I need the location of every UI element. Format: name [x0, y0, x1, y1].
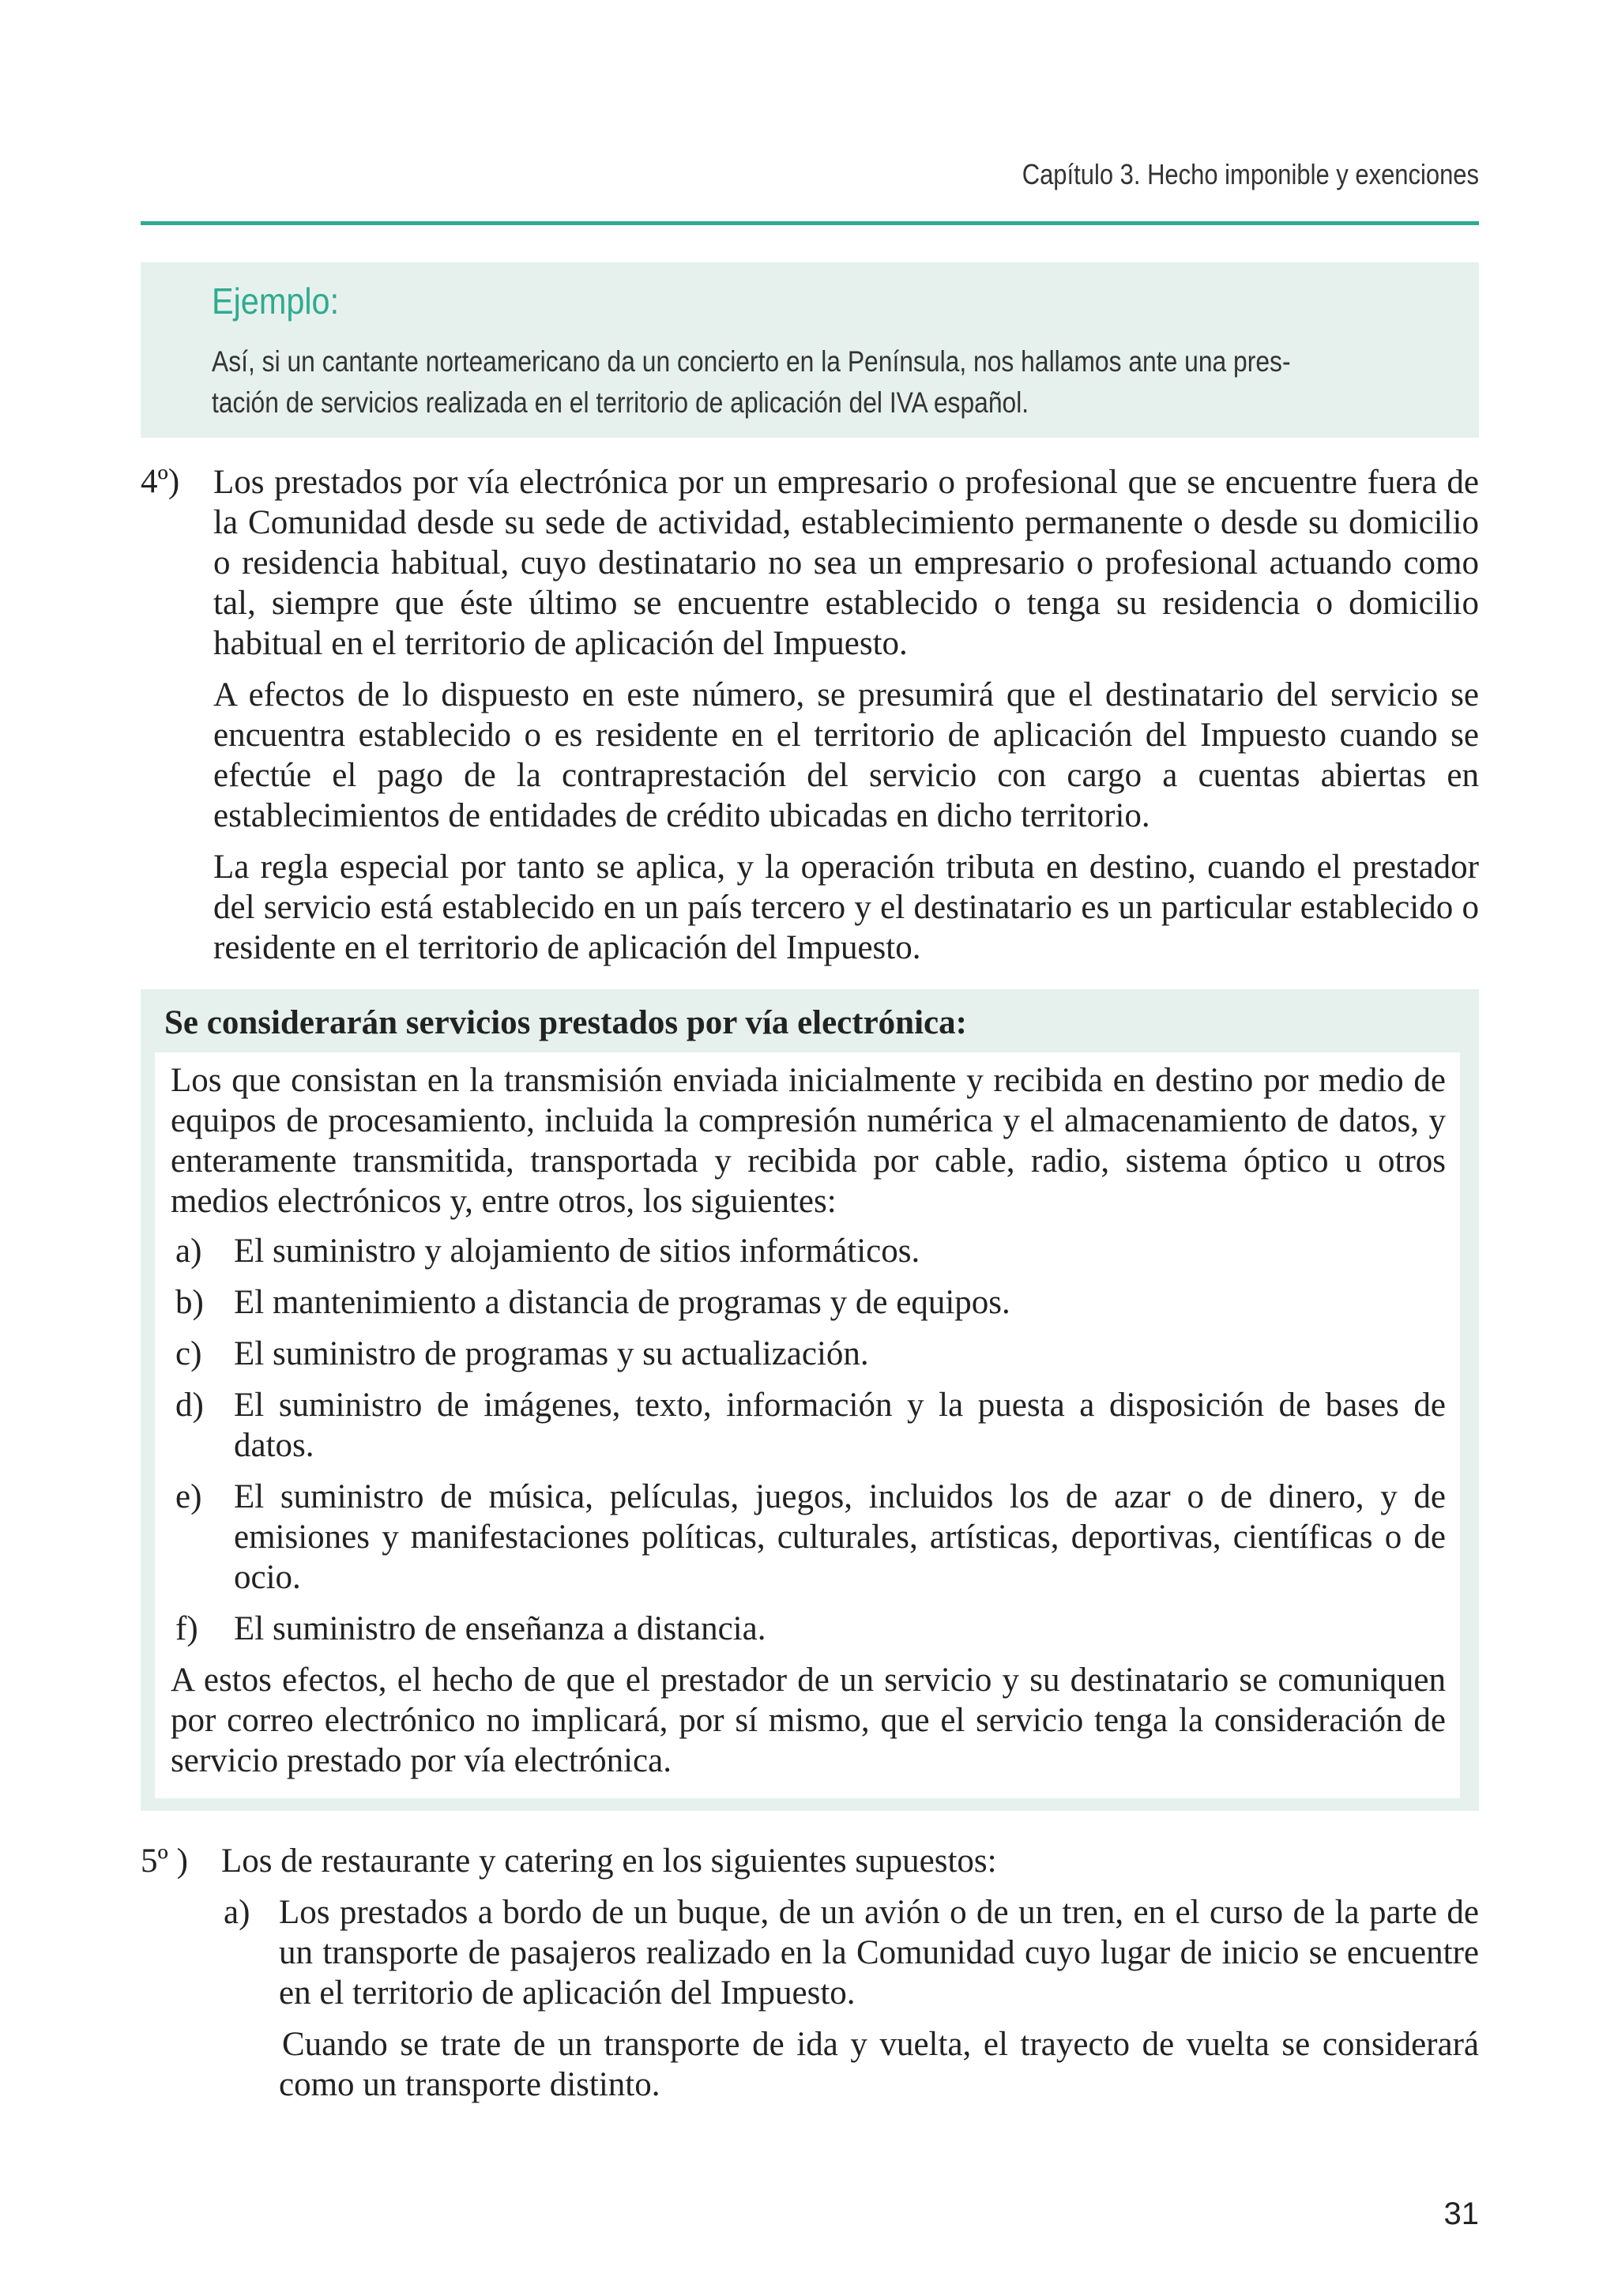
list-text: El mantenimiento a distancia de programas y de equipos. — [234, 1284, 1010, 1321]
example-box — [141, 262, 1479, 438]
list-item — [171, 1385, 1446, 1466]
list-text: El suministro de imágenes, texto, información y la puesta a disposición de bases de datos. — [234, 1387, 1446, 1464]
list-item — [171, 1477, 1446, 1598]
list-item — [171, 1231, 1446, 1271]
item-5-sub-a — [141, 1892, 1479, 2105]
electronic-services-box — [141, 989, 1479, 1811]
item-5-intro: Los de restaurante y catering en los siguientes supuestos: — [221, 1842, 997, 1880]
item-4-paragraph-2: A efectos de lo dispuesto en este número, se presumirá que el destinatario del servicio se encuentra establecido o es residente en el territorio de aplicación del Impuesto cuando se efectúe el pago de la contraprestación del servicio con cargo a cuentas abiertas en establecimientos de entidades de crédito ubicadas en dicho territorio. — [213, 676, 1479, 834]
list-text: El suministro de programas y su actualización. — [234, 1335, 869, 1372]
item-4-paragraph-1: Los prestados por vía electrónica por un empresario o profesional que se encuentre fuera de la Comunidad desde su sede de actividad, establecimiento permanente o desde su domicilio o residencia habitual, cuyo destinatario no sea un empresario o profesional actuando como tal, siempre que éste último se encuentre establecido o tenga su residencia o domicilio habitual en el territorio de aplicación del Impuesto. — [213, 464, 1479, 662]
list-item — [171, 1609, 1446, 1649]
list-marker: d) — [175, 1387, 204, 1424]
list-text: El suministro y alojamiento de sitios informáticos. — [234, 1233, 920, 1270]
chapter-header: Capítulo 3. Hecho imponible y exenciones — [1022, 158, 1479, 190]
box-inner-panel — [155, 1052, 1460, 1798]
page-number: 31 — [1443, 2196, 1479, 2231]
item-5-number: 5º ) — [141, 1842, 188, 1880]
list-text: El suministro de música, películas, juegos, incluidos los de azar o de dinero, y de emisiones y manifestaciones políticas, culturales, artísticas, deportivas, científicas o de ocio. — [234, 1478, 1446, 1596]
list-text: El suministro de enseñanza a distancia. — [234, 1610, 766, 1647]
item-5-section — [141, 1841, 1479, 2116]
item-4-paragraph-3: La regla especial por tanto se aplica, y la operación tributa en destino, cuando el prestador del servicio está establecido en un país tercero y el destinatario es un particular establecido o residente en el territorio de aplicación del Impuesto. — [213, 849, 1479, 966]
item-4-number: 4º) — [141, 463, 180, 500]
sub-a-text-2: Cuando se trate de un transporte de ida y vuelta, el trayecto de vuelta se considerará como un transporte distinto. — [279, 2026, 1479, 2103]
box-title: Se considerarán servicios prestados por vía electrónica: — [164, 1004, 967, 1041]
example-line-1: Así, si un cantante norteamericano da un concierto en la Península, nos hallamos ante una pres- — [212, 345, 1291, 378]
list-item — [171, 1282, 1446, 1323]
example-line-2: tación de servicios realizada en el territorio de aplicación del IVA español. — [212, 386, 1029, 419]
example-text — [212, 341, 1340, 423]
list-marker: c) — [175, 1335, 202, 1372]
list-marker: b) — [175, 1284, 204, 1321]
box-intro: Los que consistan en la transmisión enviada inicialmente y recibida en destino por medio de equipos de procesamiento, incluida la compresión numérica y el almacenamiento de datos, y enteramente transmitida, transportada y recibida por cable, radio, sistema óptico u otros medios electrónicos y, entre otros, los siguientes: — [171, 1062, 1446, 1220]
sub-a-text: Los prestados a bordo de un buque, de un avión o de un tren, en el curso de la parte de un transporte de pasajeros realizado en la Comunidad cuyo lugar de inicio se encuentre en el territorio de aplicación del Impuesto. — [279, 1894, 1479, 2012]
box-content — [171, 1060, 1446, 1790]
header-rule — [141, 221, 1479, 225]
item-5-intro-row — [141, 1841, 1479, 1881]
example-title: Ejemplo: — [212, 280, 340, 322]
list-marker: e) — [175, 1478, 202, 1515]
box-closing: A estos efectos, el hecho de que el prestador de un servicio y su destinatario se comuniquen por correo electrónico no implicará, por sí mismo, que el servicio tenga la consideración de servicio prestado por vía electrónica. — [171, 1662, 1446, 1779]
list-item — [171, 1334, 1446, 1374]
sub-marker: a) — [224, 1894, 250, 1931]
list-marker: f) — [175, 1610, 198, 1647]
list-marker: a) — [175, 1233, 202, 1270]
item-4-section — [213, 462, 1479, 979]
